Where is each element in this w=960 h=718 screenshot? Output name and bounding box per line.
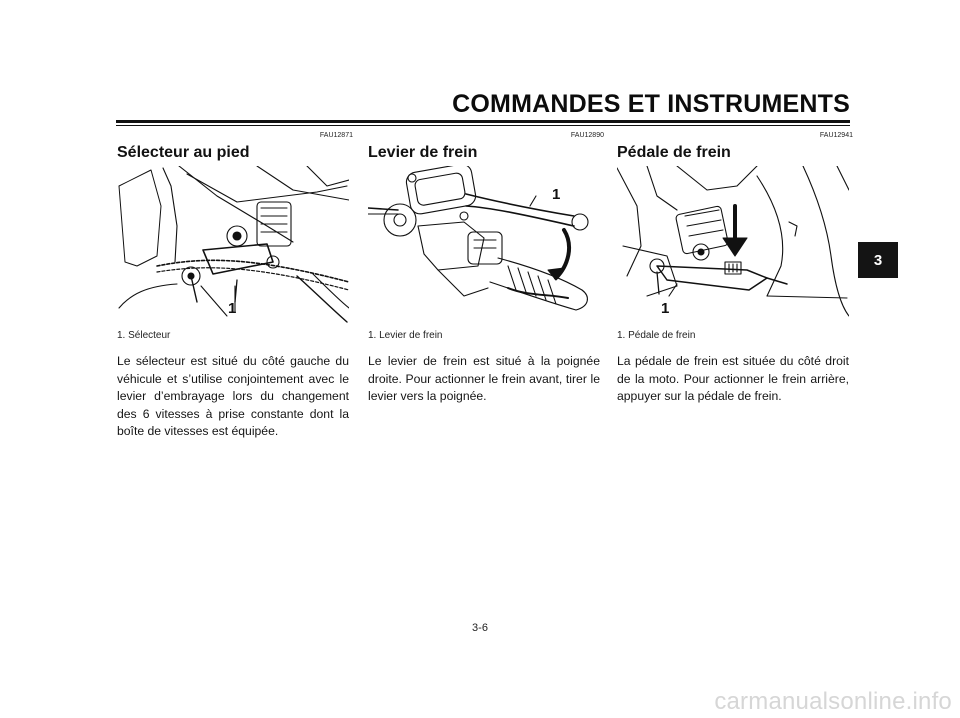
figure-caption: 1. Sélecteur [117, 330, 171, 341]
section-title: Sélecteur au pied [117, 144, 250, 161]
brake-lever-illustration [368, 166, 600, 326]
figure-caption: 1. Levier de frein [368, 330, 443, 341]
section-body: Le levier de frein est situé à la poignée droite. Pour actionner le frein avant, tirer le levier vers la poignée. [368, 354, 600, 404]
section-body: La pédale de frein est située du côté droit de la moto. Pour actionner le frein arrière, appuyer sur la pédale de frein. [617, 354, 849, 404]
chapter-tab[interactable]: 3 [858, 242, 898, 278]
callout-number: 1 [552, 186, 561, 203]
section-title: Levier de frein [368, 144, 478, 161]
figure-caption: 1. Pédale de frein [617, 330, 696, 341]
section-code: FAU12941 [819, 132, 853, 139]
header-rule-thick [116, 120, 850, 123]
chapter-title: COMMANDES ET INSTRUMENTS [452, 90, 850, 118]
section-code: FAU12871 [319, 132, 353, 139]
callout-number: 1 [228, 300, 237, 317]
watermark[interactable]: carmanualsonline.info [714, 688, 952, 715]
page-header [0, 0, 960, 130]
page-number: 3-6 [472, 622, 488, 634]
callout-number: 1 [661, 300, 670, 317]
section-title: Pédale de frein [617, 144, 731, 161]
section-body: Le sélecteur est situé du côté gauche du véhicule et s’utilise conjointement avec le levier d’embrayage lors du changement des 6 vitesses à prise constante dont la boîte de vitesses est équipée. [117, 354, 349, 439]
section-code: FAU12890 [570, 132, 604, 139]
header-rule-thin [116, 125, 850, 126]
brake-pedal-illustration [617, 166, 849, 326]
